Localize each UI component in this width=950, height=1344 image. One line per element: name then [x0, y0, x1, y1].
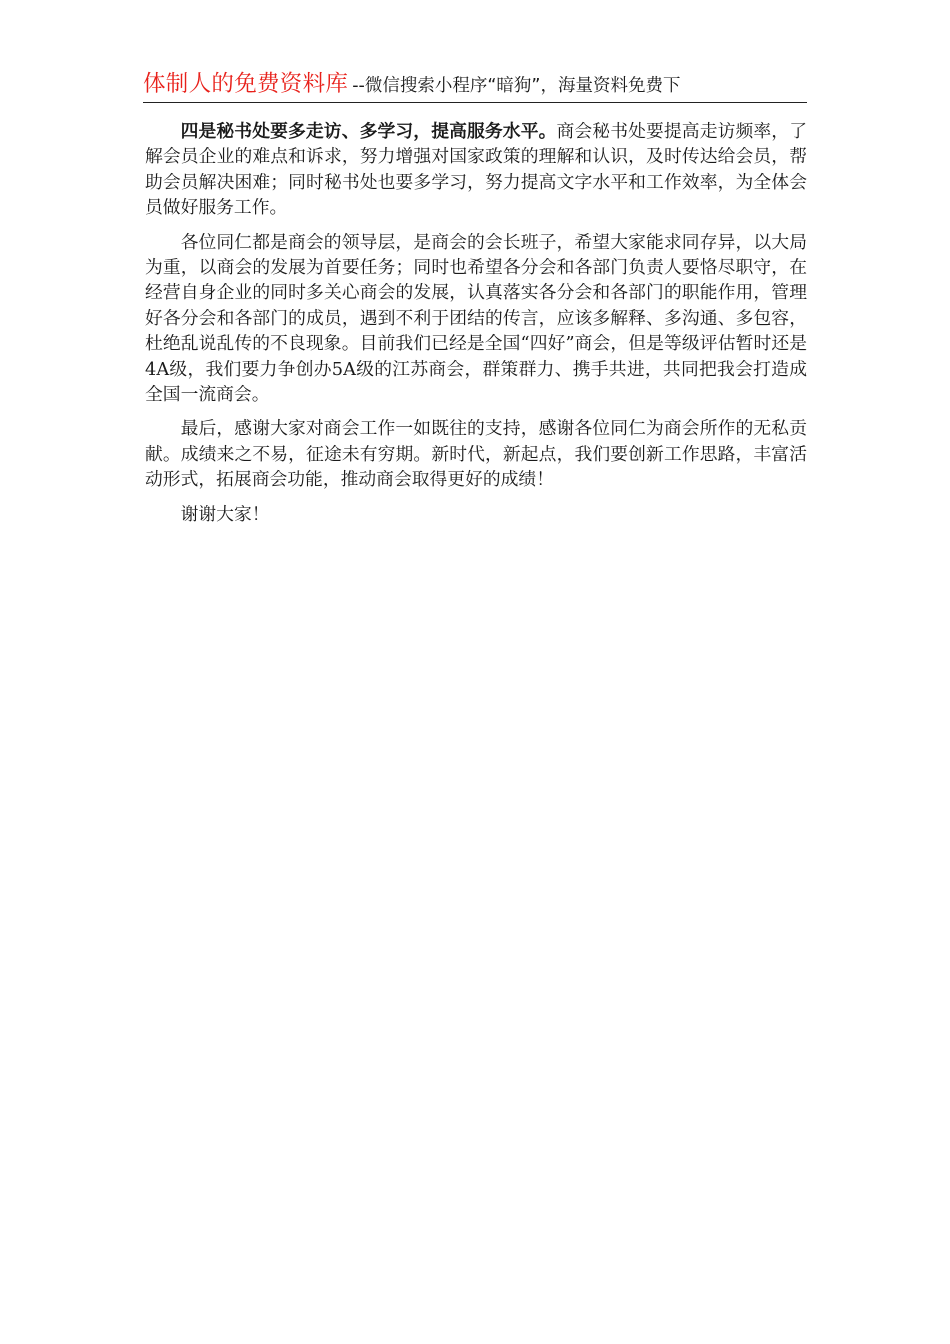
page-header: [143, 66, 807, 103]
paragraph-thanks: [145, 416, 807, 492]
document-body: [145, 119, 807, 536]
header-tagline: --微信搜索小程序“暗狗”，海量资料免费下: [352, 76, 681, 96]
paragraph-text: 谢谢大家！: [180, 503, 270, 525]
paragraph-text: 最后，感谢大家对商会工作一如既往的支持，感谢各位同仁为商会所作的无私贡献。成绩来之不易，征途未有穷期。新时代，新起点，我们要创新工作思路，丰富活动形式，拓展商会功能，推动商会取得更好的成绩！: [145, 418, 807, 491]
paragraph-service: [145, 119, 807, 221]
paragraph-text: 商会秘书处要提高走访频率，了解会员企业的难点和诉求，努力增强对国家政策的理解和认识，及时传达给会员，帮助会员解决困难；同时秘书处也要多学习，努力提高文字水平和工作效率，为全体会员做好服务工作。: [145, 121, 807, 219]
header-brand: 体制人的免费资料库: [143, 71, 349, 97]
paragraph-text: 各位同仁都是商会的领导层，是商会的会长班子，希望大家能求同存异，以大局为重，以商会的发展为首要任务；同时也希望各分会和各部门负责人要恪尽职守，在经营自身企业的同时多关心商会的发展，认真落实各分会和各部门的职能作用，管理好各分会和各部门的成员，遇到不利于团结的传言，应该多解释、多沟通、多包容，杜绝乱说乱传的不良现象。目前我们已经是全国“四好”商会，但是等级评估暂时还是4A级，我们要力争创办5A级的江苏商会，群策群力、携手共进，共同把我会打造成全国一流商会。: [145, 231, 807, 406]
paragraph-leadership: [145, 230, 807, 408]
paragraph-lead: 四是秘书处要多走访、多学习，提高服务水平。: [180, 121, 557, 142]
paragraph-closing: [145, 502, 807, 527]
